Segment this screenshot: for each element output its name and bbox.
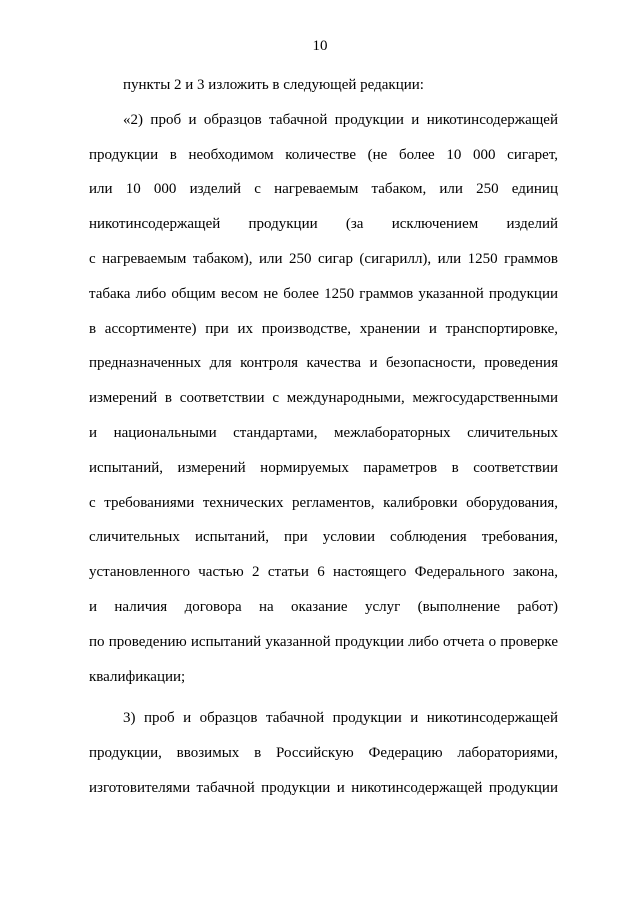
- item-2-line: измерений в соответствии с международными, межгосударственными: [89, 390, 558, 407]
- item-2-line: и наличия договора на оказание услуг (выполнение работ): [89, 598, 558, 615]
- item-3-paragraph: [89, 701, 558, 805]
- item-2-line: продукции в необходимом количестве (не более 10 000 сигарет,: [89, 146, 558, 163]
- item-2-line: в ассортименте) при их производстве, хранении и транспортировке,: [89, 320, 558, 337]
- item-3-line: продукции, ввозимых в Российскую Федерацию лабораториями,: [89, 745, 558, 762]
- paragraph-gap: [89, 694, 558, 701]
- item-2-line: с нагреваемым табаком), или 250 сигар (сигарилл), или 1250 граммов: [89, 250, 558, 267]
- item-3-line: изготовителями табачной продукции и никотинсодержащей продукции: [89, 779, 558, 796]
- item-2-line: и национальными стандартами, межлабораторных сличительных: [89, 424, 558, 441]
- item-2-line: никотинсодержащей продукции (за исключением изделий: [89, 216, 558, 233]
- item-2-line: по проведению испытаний указанной продукции либо отчета о проверке: [89, 633, 558, 650]
- item-2-line: «2) проб и образцов табачной продукции и никотинсодержащей: [123, 111, 558, 128]
- item-2-line: установленного частью 2 статьи 6 настоящего Федерального закона,: [89, 564, 558, 581]
- item-2-line: испытаний, измерений нормируемых параметров в соответствии: [89, 459, 558, 476]
- item-3-line: 3) проб и образцов табачной продукции и никотинсодержащей: [123, 710, 558, 727]
- item-2-line: предназначенных для контроля качества и безопасности, проведения: [89, 355, 558, 372]
- item-2-line: квалификации;: [89, 668, 186, 685]
- item-2-line: с требованиями технических регламентов, калибровки оборудования,: [89, 494, 558, 511]
- item-2-line: табака либо общим весом не более 1250 граммов указанной продукции: [89, 285, 558, 302]
- item-2-paragraph: [89, 103, 558, 695]
- page-number: 10: [312, 38, 328, 54]
- item-2-line: или 10 000 изделий с нагреваемым табаком, или 250 единиц: [89, 181, 558, 198]
- intro-line: пункты 2 и 3 изложить в следующей редакции:: [123, 77, 424, 93]
- document-body: [89, 68, 558, 806]
- item-2-line: сличительных испытаний, при условии соблюдения требования,: [89, 529, 558, 546]
